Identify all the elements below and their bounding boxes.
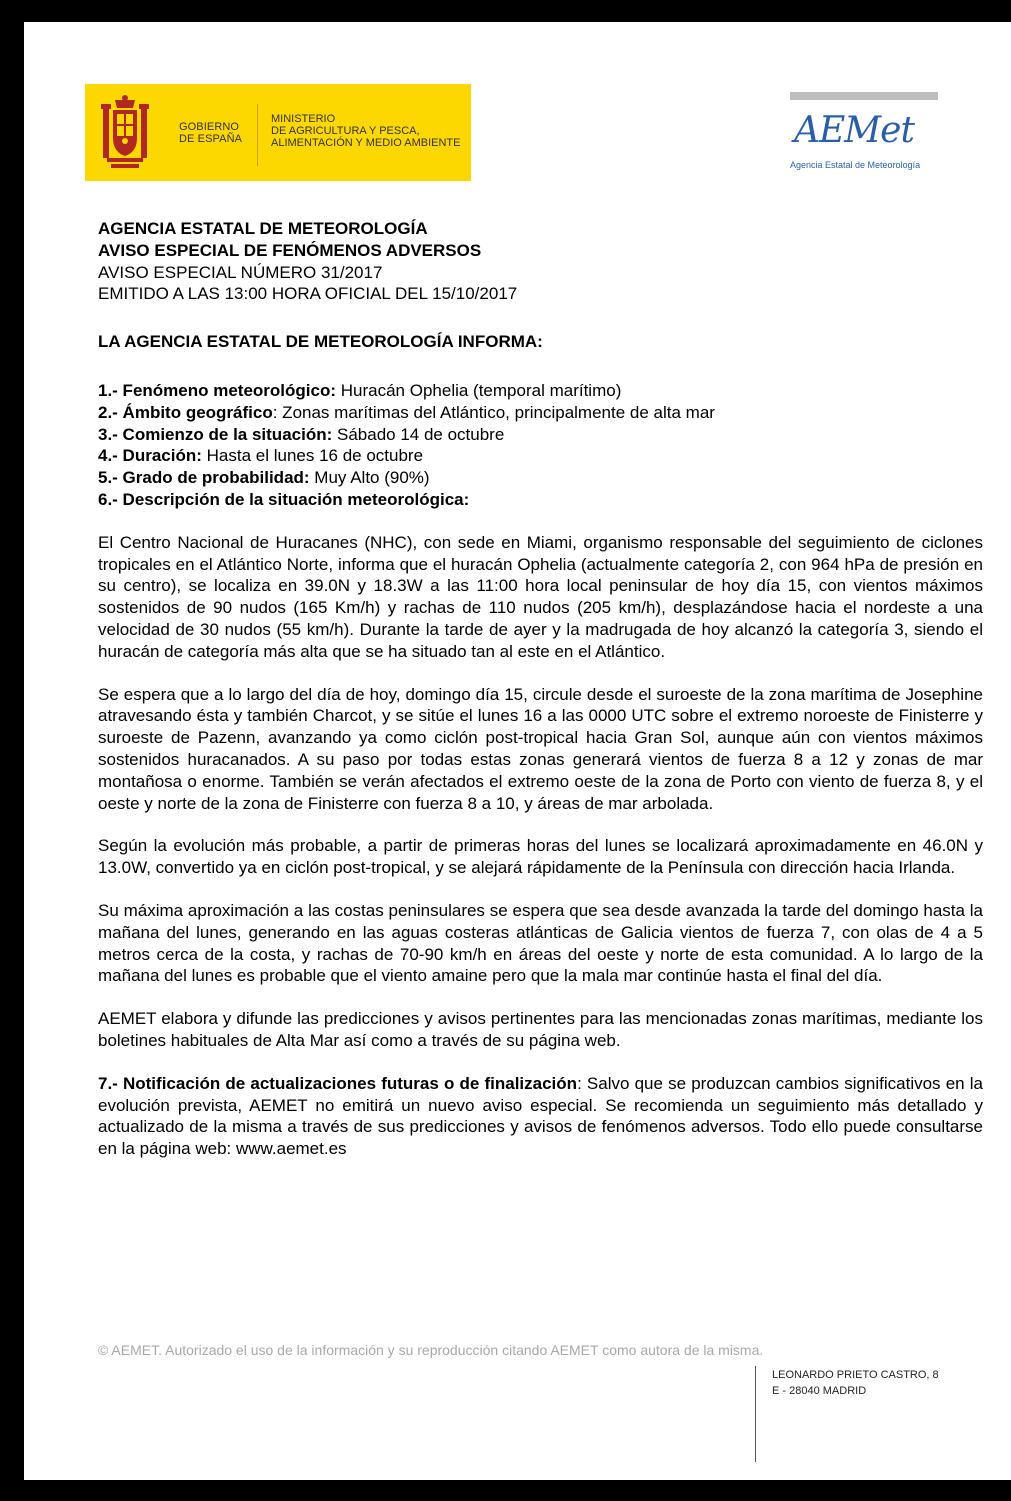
ministry-logo-text: MINISTERIO DE AGRICULTURA Y PESCA, ALIMENTACIÓN Y MEDIO AMBIENTE <box>271 113 461 149</box>
document-body <box>98 218 983 1160</box>
item-label: 2.- Ámbito geográfico <box>98 402 273 422</box>
item-value: Sábado 14 de octubre <box>332 424 505 444</box>
address-line: E - 28040 MADRID <box>772 1385 867 1397</box>
aemet-logo-wordmark: AEMet <box>794 110 914 151</box>
item-value: : Zonas marítimas del Atlántico, principalmente de alta mar <box>272 402 715 422</box>
list-item <box>98 402 983 424</box>
paragraph-track: Se espera que a lo largo del día de hoy, domingo día 15, circule desde el suroeste de la zona marítima de Josephine atravesando ésta y también Charcot, y se sitúe el lunes 16 a las 0000 UTC sobre el extremo noroeste de Finisterre y suroeste de Pazenn, avanzando ya como ciclón post-tropical hacia Gran Sol, aunque aún con vientos máximos sostenidos huracanados. A su paso por todas estas zonas generará vientos de fuerza 8 a 12 y zonas de mar montañosa o enorme. También se verán afectados el extremo oeste de la zona de Porto con viento de fuerza 8, y el oeste y norte de la zona de Finisterre con fuerza 8 a 10, y áreas de mar arbolada. <box>98 684 983 813</box>
government-logo-banner <box>85 84 471 181</box>
paragraph-nhc: El Centro Nacional de Huracanes (NHC), con sede en Miami, organismo responsable del seguimiento de ciclones tropicales en el Atlántico Norte, informa que el huracán Ophelia (actualmente categoría 2, con 964 hPa de presión en su centro), se localiza en 39.0N y 18.3W a las 11:00 hora local peninsular de hoy día 15, con vientos máximos sostenidos de 90 nudos (165 Km/h) y rachas de 110 nudos (205 km/h), desplazándose hacia el nordeste a una velocidad de 30 nudos (55 km/h). Durante la tarde de ayer y la madrugada de hoy alcanzó la categoría 3, siendo el huracán de categoría más alta que se ha situado tan al este en el Atlántico. <box>98 532 983 661</box>
item-label: 4.- Duración: <box>98 446 202 466</box>
document-page <box>24 22 1011 1480</box>
footer-address <box>772 1367 939 1399</box>
notification-label: 7.- Notificación de actualizaciones futuras o de finalización <box>98 1073 578 1093</box>
list-item <box>98 380 983 402</box>
paragraph-coast: Su máxima aproximación a las costas peninsulares se espera que sea desde avanzada la tarde del domingo hasta la mañana del lunes, generando en las aguas costeras atlánticas de Galicia vientos de fuerza 7, con olas de 4 a 5 metros cerca de la costa, y rachas de 70-90 km/h en áreas del oeste y norte de esta comunidad. A lo largo de la mañana del lunes es probable que el viento amaine pero que la mala mar continúe hasta el final del día. <box>98 900 983 986</box>
list-item <box>98 445 983 467</box>
warning-items <box>98 380 983 511</box>
footer-divider <box>755 1366 756 1462</box>
aemet-logo <box>790 110 940 172</box>
agency-name: AGENCIA ESTATAL DE METEOROLOGÍA <box>98 219 428 238</box>
issued-time: EMITIDO A LAS 13:00 HORA OFICIAL DEL 15/10/2017 <box>98 284 518 304</box>
list-item <box>98 424 983 446</box>
coat-of-arms-icon <box>99 94 151 172</box>
address-line: LEONARDO PRIETO CASTRO, 8 <box>772 1369 939 1381</box>
paragraph-aemet: AEMET elabora y difunde las predicciones y avisos pertinentes para las mencionadas zonas marítimas, mediante los boletines habituales de Alta Mar así como a través de su página web. <box>98 1009 983 1050</box>
item-value: Huracán Ophelia (temporal marítimo) <box>336 380 622 400</box>
warning-title: AVISO ESPECIAL DE FENÓMENOS ADVERSOS <box>98 240 482 260</box>
aemet-grey-bar <box>790 92 938 100</box>
aemet-logo-subtitle: Agencia Estatal de Meteorología <box>790 160 921 170</box>
item-value: Muy Alto (90%) <box>309 468 430 488</box>
item-value: Hasta el lunes 16 de octubre <box>201 446 424 466</box>
informa-heading: LA AGENCIA ESTATAL DE METEOROLOGÍA INFORMA: <box>98 332 543 352</box>
notification-text: : Salvo que se produzcan cambios significativos en la evolución prevista, AEMET no emitirá un nuevo aviso especial. Se recomienda un seguimiento más detallado y actualizado de la misma a través de sus predicciones y avisos de fenómenos adversos. Todo ello puede consultarse en la página web: www.aemet.es <box>98 1073 983 1159</box>
divider <box>257 104 258 166</box>
gov-logo-text: GOBIERNO DE ESPAÑA <box>179 121 243 145</box>
paragraph-notification <box>98 1073 983 1160</box>
item-label: 3.- Comienzo de la situación: <box>98 424 333 444</box>
footer-copyright: © AEMET. Autorizado el uso de la información y su reproducción citando AEMET como autora de la misma. <box>98 1342 764 1358</box>
paragraph-evolution: Según la evolución más probable, a partir de primeras horas del lunes se localizará aproximadamente en 46.0N y 13.0W, convertido ya en ciclón post-tropical, y se alejará rápidamente de la Península con dirección hacia Irlanda. <box>98 836 983 878</box>
item-label: 1.- Fenómeno meteorológico: <box>98 380 337 400</box>
item-label: 6.- Descripción de la situación meteorológica: <box>98 489 470 509</box>
item-label: 5.- Grado de probabilidad: <box>98 468 310 488</box>
warning-number: AVISO ESPECIAL NÚMERO 31/2017 <box>98 262 383 282</box>
list-item <box>98 467 983 489</box>
list-item <box>98 489 983 511</box>
